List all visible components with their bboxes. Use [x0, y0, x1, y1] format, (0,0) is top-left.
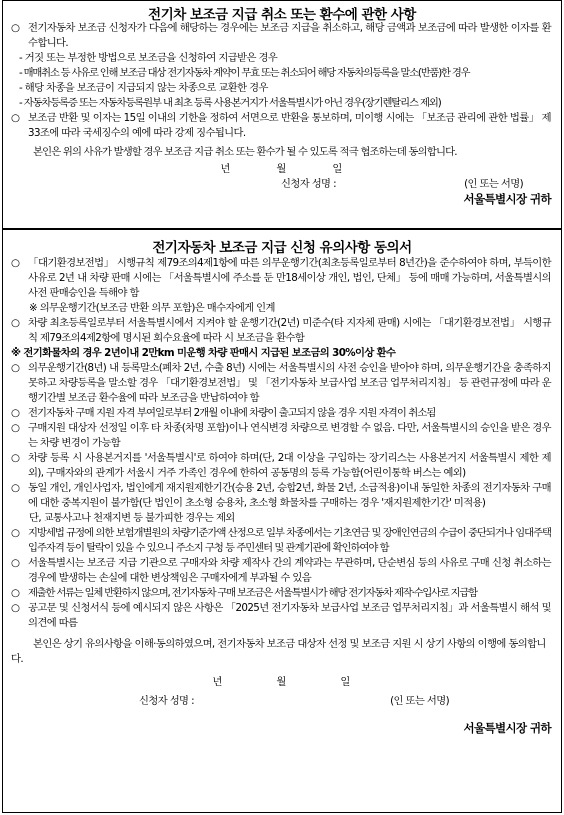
note-text: 공고문 및 신청서식 등에 예시되지 않은 사항은 「2025년 전기자동차 보급사업 보조금 업무처리지침」과 서울특별시 해석 및 의견에 따름: [28, 602, 551, 629]
date-line: [11, 675, 551, 690]
list-item: [11, 421, 551, 451]
day-label: 일: [340, 676, 350, 688]
note-text: 「대기환경보전법」 시행규칙 제79조의4제1항에 따른 의무운행기간(최초등록일로부터 8년간)을 준수하여야 하며, 부득이한 사유로 2년 내 차량 판매 시에는 「서울특별시에 주소를 둔 만18세이상 개인, 법인, 단체」 등에 매매 가능하며, 서울특별시의 사전 판매승인을 득해야 함: [28, 257, 551, 299]
list-item: - 자동차등록증 또는 자동차등록원부 내 최초 등록 사용본거지가 서울특별시가 아닌 경우(장기렌탈리스 제외): [19, 97, 441, 109]
refund-terms-section: [2, 0, 562, 229]
circle-bullet-icon: ○: [11, 407, 20, 419]
list-item: [11, 526, 551, 556]
refund-conditions-text: 전기자동차 보조금 신청자가 다음에 해당하는 경우에는 보조금 지급을 취소하고, 해당 금액과 보조금에 따라 발생한 이자를 환수합니다.: [28, 22, 551, 49]
list-item: [11, 316, 551, 346]
signature-line[interactable]: [11, 177, 551, 192]
list-item: - 매매취소 등 사유로 인해 보조금 대상 전기자동차 계약이 무효 또는 취소되어 해당 자동차의등록을 말소(반품)한 경우: [19, 67, 470, 79]
month-label: 월: [276, 676, 286, 688]
circle-bullet-icon: ○: [11, 527, 20, 539]
circle-bullet-icon: ○: [11, 422, 20, 434]
circle-bullet-icon: ○: [11, 557, 20, 569]
list-item: - 거짓 또는 부정한 방법으로 보조금을 신청하여 지급받은 경우: [19, 52, 278, 64]
consent-statement: 본인은 상기 유의사항을 이해·동의하였으며, 전기자동차 보조금 대상자 선정 및 보조금 지원 시 상기 사항의 이행에 동의합니다.: [11, 638, 546, 665]
circle-bullet-icon: ○: [11, 587, 20, 599]
note-text: 단, 교통사고나 천재지변 등 불가피한 경우는 제외: [29, 512, 235, 524]
applicant-name-label: 신청자 성명 :: [281, 178, 336, 190]
circle-bullet-icon: ○: [11, 112, 20, 124]
circle-bullet-icon: ○: [11, 602, 20, 614]
circle-bullet-icon: ○: [11, 22, 20, 34]
note-text: ※ 의무운행기간(보조금 반환 의무 포함)은 매수자에게 인계: [29, 302, 275, 314]
note-text: 차량 등록 시 사용본거지를 '서울특별시'로 하여야 하며(단, 2대 이상을 구입하는 장기리스는 사용본거지 서울특별시 제한 제외), 구매자와의 관계가 서울시 거주 가족인 경우에 한하여 공동명의 등록 가능함(어린이통학 버스는 예외): [28, 452, 551, 479]
refund-terms-title: 전기차 보조금 지급 취소 또는 환수에 관한 사항: [148, 7, 416, 23]
list-item: [11, 586, 551, 601]
note-text: 구매지원 대상자 선정일 이후 타 차종(차명 포함)이나 연식변경 차량으로 변경할 수 없음. 다만, 서울특별시의 승인을 받은 경우는 차량 변경이 가능함: [28, 422, 551, 449]
consent-notes-section: [2, 229, 562, 813]
list-item: - 해당 차종을 보조금이 지급되지 않는 차종으로 교환한 경우: [19, 82, 268, 94]
seal-or-signature-label: (인 또는 서명): [464, 178, 523, 190]
note-text: 의무운행기간(8년) 내 등록말소(폐차 2년, 수출 8년) 시에는 서울특별시의 사전 승인을 받아야 하며, 의무운행기간을 충족하지 못하고 차량등록을 말소할 경우 「대기환경보전법」 및 「전기자동차 보급사업 보조금 업무처리지침」 등 관련규정에 따라 운행기간별 보조금 환수율에 따라 보조금을 반납하여야 함: [28, 362, 551, 404]
circle-bullet-icon: ○: [11, 452, 20, 464]
signature-line[interactable]: [11, 694, 551, 709]
list-item: [11, 256, 551, 301]
circle-bullet-icon: ○: [11, 257, 20, 269]
list-item: [11, 451, 551, 481]
list-item: [11, 481, 551, 511]
list-item: [11, 406, 551, 421]
day-label: 일: [332, 163, 342, 175]
note-text: 동일 개인, 개인사업자, 법인에게 재지원제한기간(승용 2년, 승합2년, 화물 2년, 소급적용)이내 동일한 차종의 전기자동차 구매에 대한 중복지원이 불가함(단 법인이 초소형 승용차, 초소형 화물차를 구매하는 경우 '재지원제한기간' 미적용): [28, 482, 551, 509]
year-label: 년: [220, 163, 230, 175]
refund-condition-list: [11, 51, 551, 111]
addressee: 서울특별시장 귀하: [463, 192, 551, 206]
note-text: 전기자동차 구매 지원 자격 부여일로부터 2개월 이내에 차량이 출고되지 않을 경우 지원 자격이 취소됨: [28, 407, 436, 419]
circle-bullet-icon: ○: [11, 362, 20, 374]
note-text: 지방세법 규정에 의한 보험개별원의 차량기준가액 산정으로 일부 차종에서는 기초연금 및 장애인연금의 수급이 중단되거나 임대주택 입주자격 등이 탈락이 있을 수 있으니 주소지 구청 등 주민센터 및 관계기관에 확인하여야 함: [28, 527, 551, 554]
circle-bullet-icon: ○: [11, 482, 20, 494]
list-item: [11, 21, 551, 51]
truck-refund-note: ※ 전기화물차의 경우 2년이내 2만km 미운행 차량 판매시 지급된 보조금의 30%이상 환수: [11, 347, 396, 359]
addressee: 서울특별시장 귀하: [463, 721, 551, 735]
note-text: 서울특별시는 보조금 지급 기관으로 구매자와 차량 제작사 간의 계약과는 무관하며, 단순변심 등의 사유로 구매 신청 취소하는 경우에 발생하는 손실에 대한 변상책임은 구매자에게 부과될 수 있음: [28, 557, 551, 584]
consent-notes-content: [3, 256, 561, 736]
list-item: [11, 111, 551, 141]
note-text: 제출한 서류는 일체 반환하지 않으며, 전기자동차 구매 보조금은 서울특별시가 해당 전기자동차 제작·수입사로 지급함: [28, 587, 477, 599]
list-item: [11, 601, 551, 631]
consent-statement: 본인은 위의 사유가 발생할 경우 보조금 지급 취소 또는 환수가 될 수 있도록 적극 협조하는데 동의합니다.: [33, 146, 457, 158]
refund-terms-content: [3, 21, 561, 207]
consent-notes-title: 전기자동차 보조금 지급 신청 유의사항 동의서: [152, 240, 412, 256]
refund-procedure-text: 보조금 반환 및 이자는 15일 이내의 기한을 정하여 서면으로 반환을 통보하며, 미이행 시에는 「보조금 관리에 관한 법률」 제33조에 따라 국세징수의 예에 따라 강제 징수됩니다.: [28, 112, 551, 139]
date-line: [11, 162, 551, 177]
month-label: 월: [276, 163, 286, 175]
applicant-name-label: 신청자 성명 :: [139, 695, 194, 707]
seal-or-signature-label: (인 또는 서명): [390, 695, 449, 707]
list-item: [11, 361, 551, 406]
year-label: 년: [212, 676, 222, 688]
list-item: [11, 556, 551, 586]
note-text: 차량 최초등록일로부터 서울특별시에서 지켜야 할 운행기간(2년) 미준수(타 지자체 판매) 시에는 「대기환경보전법」 시행규칙 제79조의4제2항에 명시된 회수요율에 따라 시 보조금을 환수함: [28, 317, 551, 344]
circle-bullet-icon: ○: [11, 317, 20, 329]
